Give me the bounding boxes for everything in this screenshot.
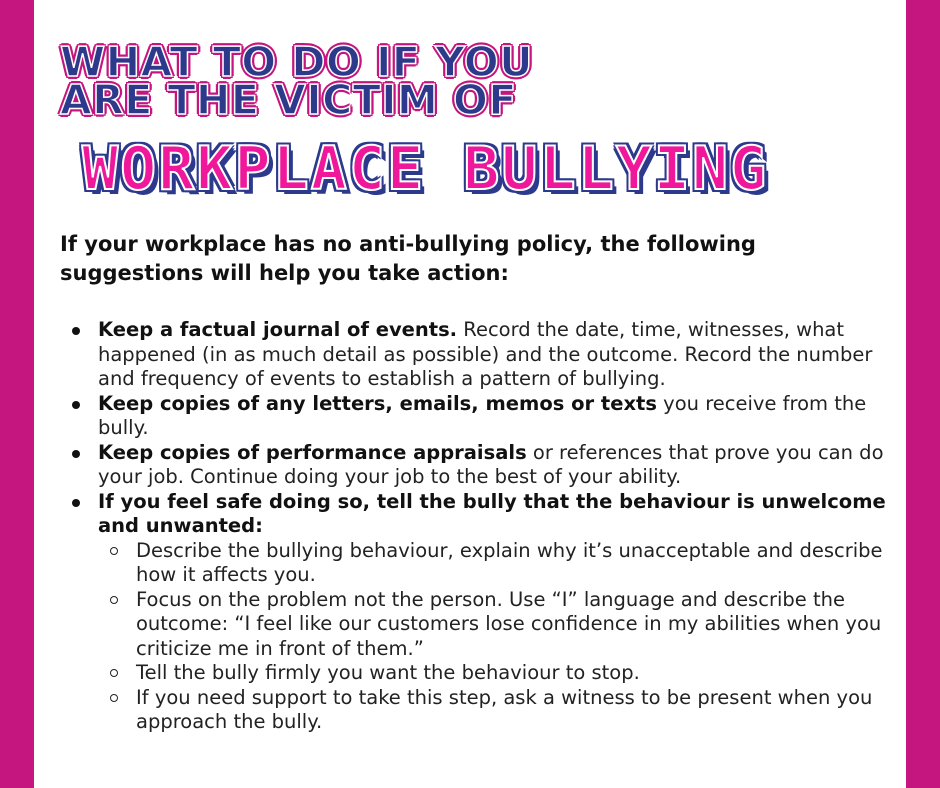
sub-list-item (98, 588, 890, 662)
circle-bullet-icon (110, 596, 118, 604)
sub-item-text: If you need support to take this step, ask a witness to be present when you approach the bully. (136, 685, 873, 733)
item-bold: If you feel safe doing so, tell the bully that the behaviour is unwelcome and unwanted: (98, 489, 886, 537)
list-item (70, 441, 890, 490)
title-line-1: WHAT TO DO IF YOU (60, 38, 533, 86)
poster-page (34, 0, 906, 788)
sub-item-text: Describe the bullying behaviour, explain why it’s unacceptable and describe how it affects you. (136, 538, 883, 586)
list-item (70, 318, 890, 392)
bullet-icon (72, 401, 80, 409)
sub-item-text: Tell the bully firmly you want the behaviour to stop. (136, 661, 640, 684)
circle-bullet-icon (110, 669, 118, 677)
intro-text: If your workplace has no anti-bullying policy, the following suggestions will help you take action: (60, 232, 756, 285)
sub-list-item (98, 686, 890, 735)
circle-bullet-icon (110, 694, 118, 702)
bullet-icon (72, 499, 80, 507)
suggestion-list (70, 318, 890, 735)
bullet-icon (72, 450, 80, 458)
circle-bullet-icon (110, 547, 118, 555)
item-bold: Keep copies of any letters, emails, memos or texts (98, 391, 657, 415)
item-text: you receive from the bully. (98, 391, 867, 439)
list-item (70, 490, 890, 735)
list-item (70, 392, 890, 441)
title-workplace-bullying: WORKPLACE BULLYING (82, 134, 769, 204)
bullet-icon (72, 327, 80, 335)
sub-list-item (98, 661, 890, 686)
item-bold: Keep copies of performance appraisals (98, 440, 527, 464)
item-text: Record the date, time, witnesses, what happened (in as much detail as possible) and the outcome. Record the number and frequency of events to establish a pattern of bullying. (98, 318, 873, 390)
sub-item-text: Focus on the problem not the person. Use “I” language and describe the outcome: “I feel like our customers lose confidence in my abilities when you criticize me in front of them.” (136, 587, 882, 660)
sub-list-item (98, 539, 890, 588)
title-line-2: ARE THE VICTIM OF (60, 76, 517, 124)
item-text: or references that prove you can do your job. Continue doing your job to the best of your ability. (98, 440, 884, 488)
item-bold: Keep a factual journal of events. (98, 318, 458, 341)
